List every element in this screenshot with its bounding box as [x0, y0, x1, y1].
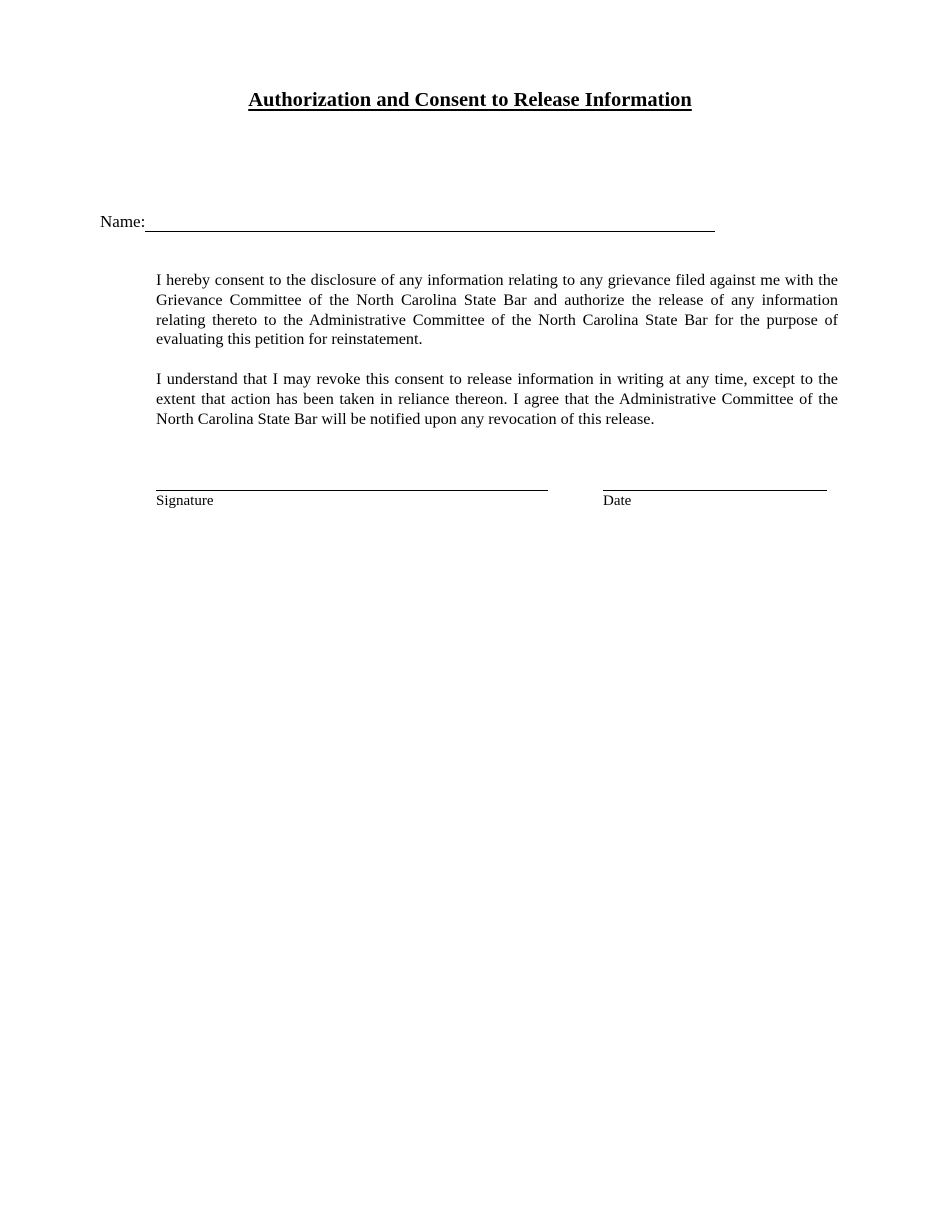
name-blank-line[interactable] — [145, 213, 715, 232]
consent-paragraph: I hereby consent to the disclosure of any information relating to any grievance filed against me with the Grievance Committee of the North Carolina State Bar and authorize the release of any information relating thereto to the Administrative Committee of the North Carolina State Bar for the purpose of evaluating this petition for reinstatement. — [156, 271, 838, 349]
name-label: Name: — [100, 212, 146, 231]
date-block — [603, 490, 827, 510]
name-field-row — [100, 212, 715, 232]
signature-block — [156, 490, 548, 510]
signature-label: Signature — [156, 493, 214, 509]
signature-line[interactable] — [156, 490, 548, 491]
date-line[interactable] — [603, 490, 827, 491]
date-label: Date — [603, 493, 632, 509]
revocation-paragraph: I understand that I may revoke this consent to release information in writing at any time, except to the extent that action has been taken in reliance thereon. I agree that the Administrative Committee of the North Carolina State Bar will be notified upon any revocation of this release. — [156, 370, 838, 428]
document-title: Authorization and Consent to Release Information — [248, 89, 692, 111]
